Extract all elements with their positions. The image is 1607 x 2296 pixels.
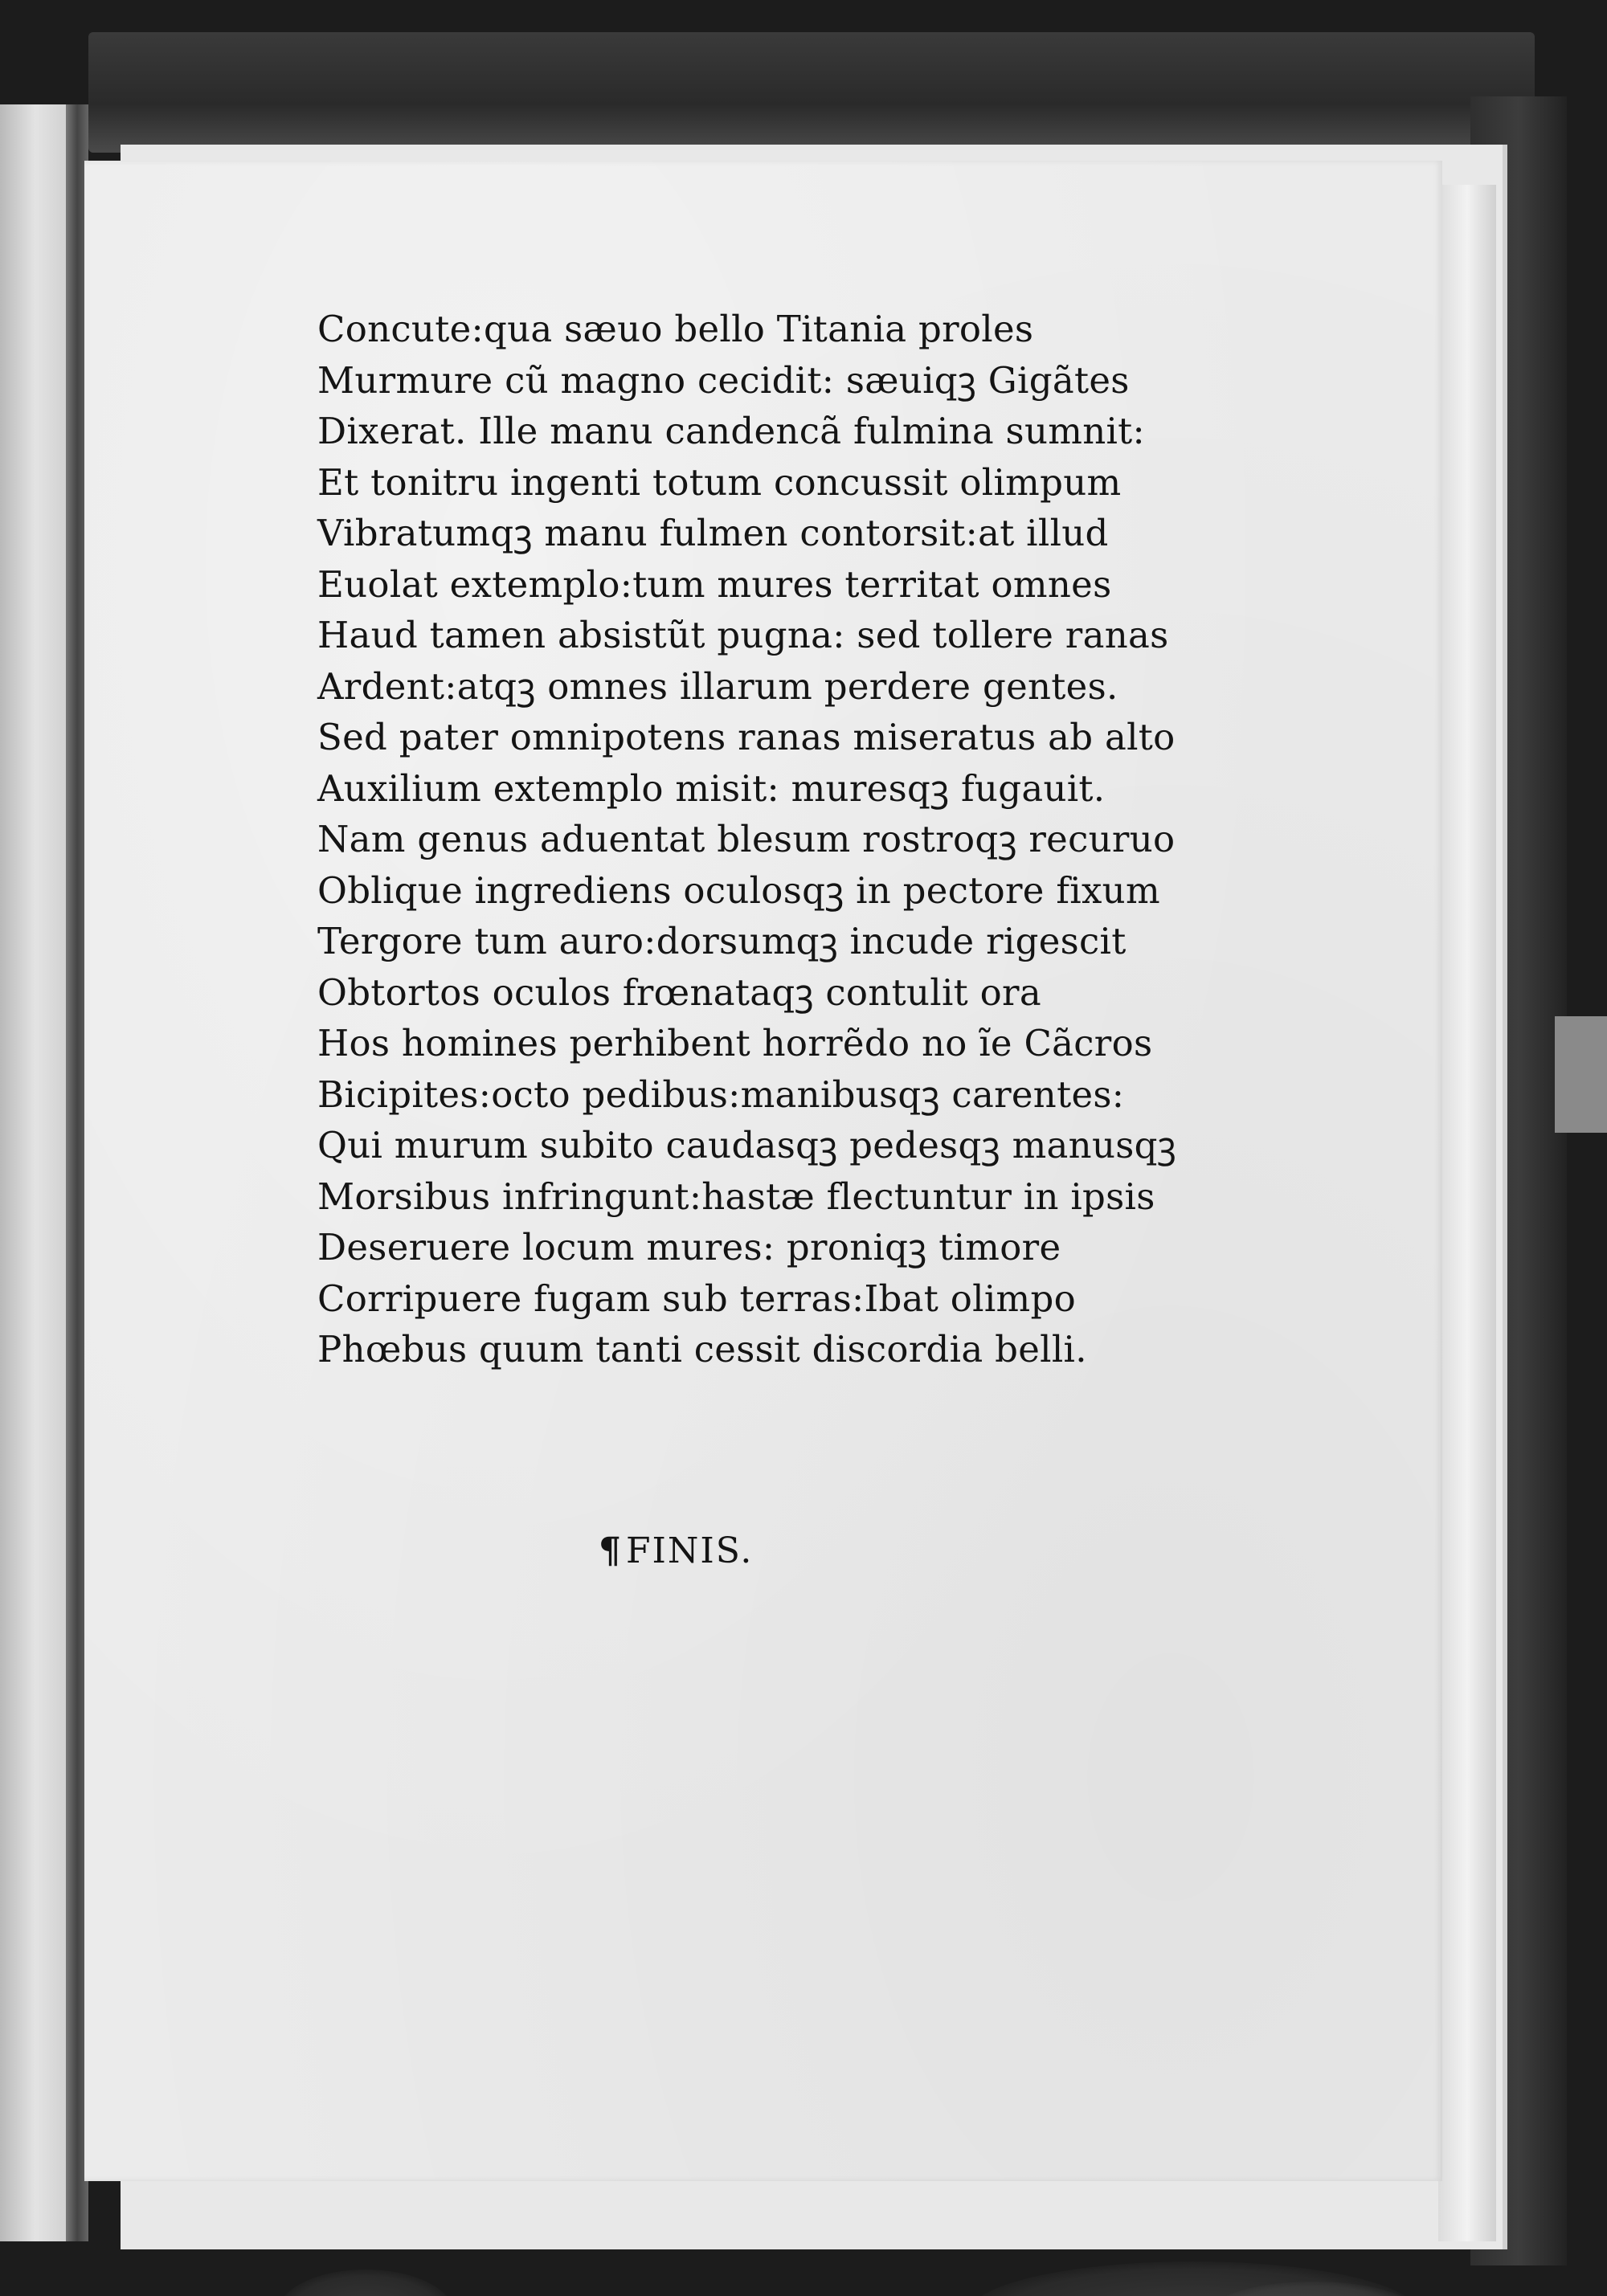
verse-line: Qui murum subito caudasqꝫ pedesqꝫ manusqꝫ bbox=[317, 1124, 1177, 1166]
verse-line: Oblique ingrediens oculosqꝫ in pectore fixum bbox=[317, 868, 1160, 912]
verse-line: Morsibus infringunt:hastæ flectuntur in ipsis bbox=[317, 1175, 1155, 1218]
verse-line: Concute:qua sæuo bello Titania proles bbox=[317, 308, 1034, 350]
page-stack-edge bbox=[1438, 185, 1496, 2241]
verse-line: Nam genus aduentat blesum rostroqꝫ recuruo bbox=[317, 818, 1176, 860]
verse-line: Et tonitru ingenti totum concussit olimpum bbox=[317, 460, 1122, 504]
verse-line: Haud tamen absistũt pugna: sed tollere ranas bbox=[317, 614, 1169, 656]
verse-line: Murmure cũ magno cecidit: sæuiqꝫ Gigãtes bbox=[317, 358, 1130, 402]
verse-line: Ardent:atqꝫ omnes illarum perdere gentes. bbox=[317, 664, 1118, 708]
verse-line: Vibratumqꝫ manu fulmen contorsit:at illud bbox=[317, 512, 1109, 554]
verse-text-block bbox=[317, 304, 1177, 1375]
verse-line: Bicipites:octo pedibus:manibusqꝫ carentes: bbox=[317, 1072, 1125, 1116]
verse-line: Phœbus quum tanti cessit discordia belli. bbox=[317, 1328, 1087, 1371]
paragraph-mark-icon: ¶ bbox=[599, 1530, 623, 1571]
verse-line: Tergore tum auro:dorsumqꝫ incude rigescit bbox=[317, 920, 1127, 962]
finis-colophon bbox=[599, 1530, 753, 1571]
verse-line: Hos homines perhibent horrẽdo no ĩe Cãcros bbox=[317, 1022, 1153, 1064]
binding-tab bbox=[1555, 1016, 1607, 1133]
verse-line: Dixerat. Ille manu candencã fulmina sumnit: bbox=[317, 410, 1146, 452]
verse-line: Sed pater omnipotens ranas miseratus ab alto bbox=[317, 716, 1176, 758]
verse-line: Obtortos oculos frœnataqꝫ contulit ora bbox=[317, 970, 1041, 1014]
finis-label: FINIS. bbox=[626, 1530, 754, 1571]
water-stain bbox=[277, 2269, 454, 2296]
verse-line: Euolat extemplo:tum mures territat omnes bbox=[317, 562, 1112, 606]
verse-line: Corripuere fugam sub terras:Ibat olimpo bbox=[317, 1277, 1076, 1320]
verse-line: Auxilium extemplo misit: muresqꝫ fugauit. bbox=[317, 766, 1106, 810]
verse-line: Deseruere locum mures: proniqꝫ timore bbox=[317, 1226, 1061, 1269]
binding-cover-top bbox=[88, 32, 1535, 153]
